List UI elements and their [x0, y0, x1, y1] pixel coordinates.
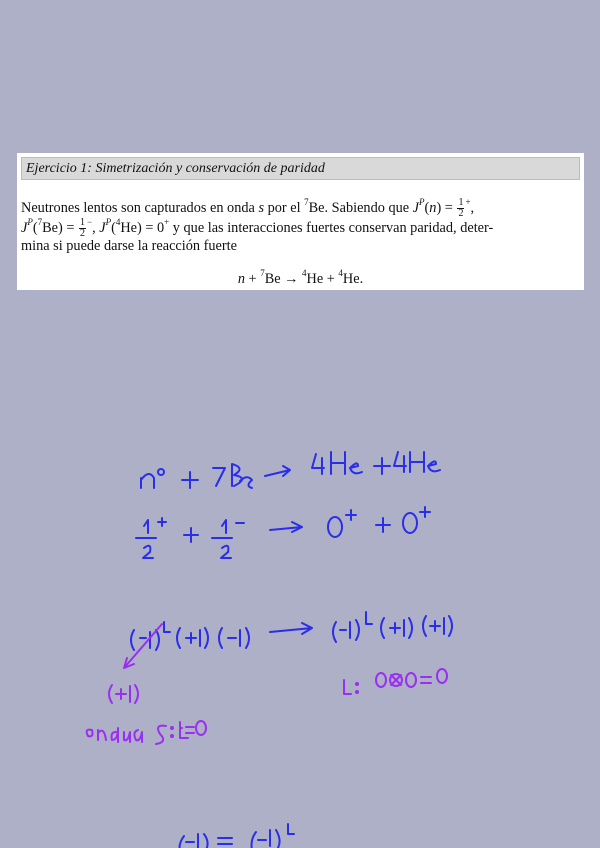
statement-text: por el — [267, 200, 301, 216]
reaction-equation: n + $^7$Be → $^4$He + $^4$He. — [237, 268, 364, 287]
statement-text: Be. Sabiendo que — [308, 200, 410, 216]
exercise-title: Ejercicio 1: Simetrización y conservación de paridad — [26, 161, 325, 176]
statement-text: y que las interacciones fuertes conservan paridad, deter- — [172, 220, 494, 236]
note-line-bottom — [180, 824, 295, 848]
note-line-reaction — [141, 452, 440, 488]
note-line-spins — [136, 507, 430, 558]
statement-line-1: Neutrones lentos son capturados en onda s por el $^7$Be. Sabiendo que $J^P(n)$ = $\frac{1}{2}$ +, — [21, 197, 475, 220]
jp-symbol: $J^P$ — [412, 197, 425, 216]
fraction: $\frac{1}{2}$ — [458, 197, 464, 220]
note-line-parity — [131, 612, 452, 650]
wave-symbol: s — [258, 200, 265, 216]
statement-line-3: mina si puede darse la reacción fuerte — [21, 238, 237, 254]
statement-line-2: $J^P(^7Be)$ = $\frac{1}{2}$ −, $J^P(^4He) = 0^+$ y que las interacciones fuertes conservan paridad, deter- — [21, 217, 494, 240]
note-annotations — [87, 624, 447, 744]
statement-text: Neutrones lentos son capturados en onda — [21, 200, 255, 216]
